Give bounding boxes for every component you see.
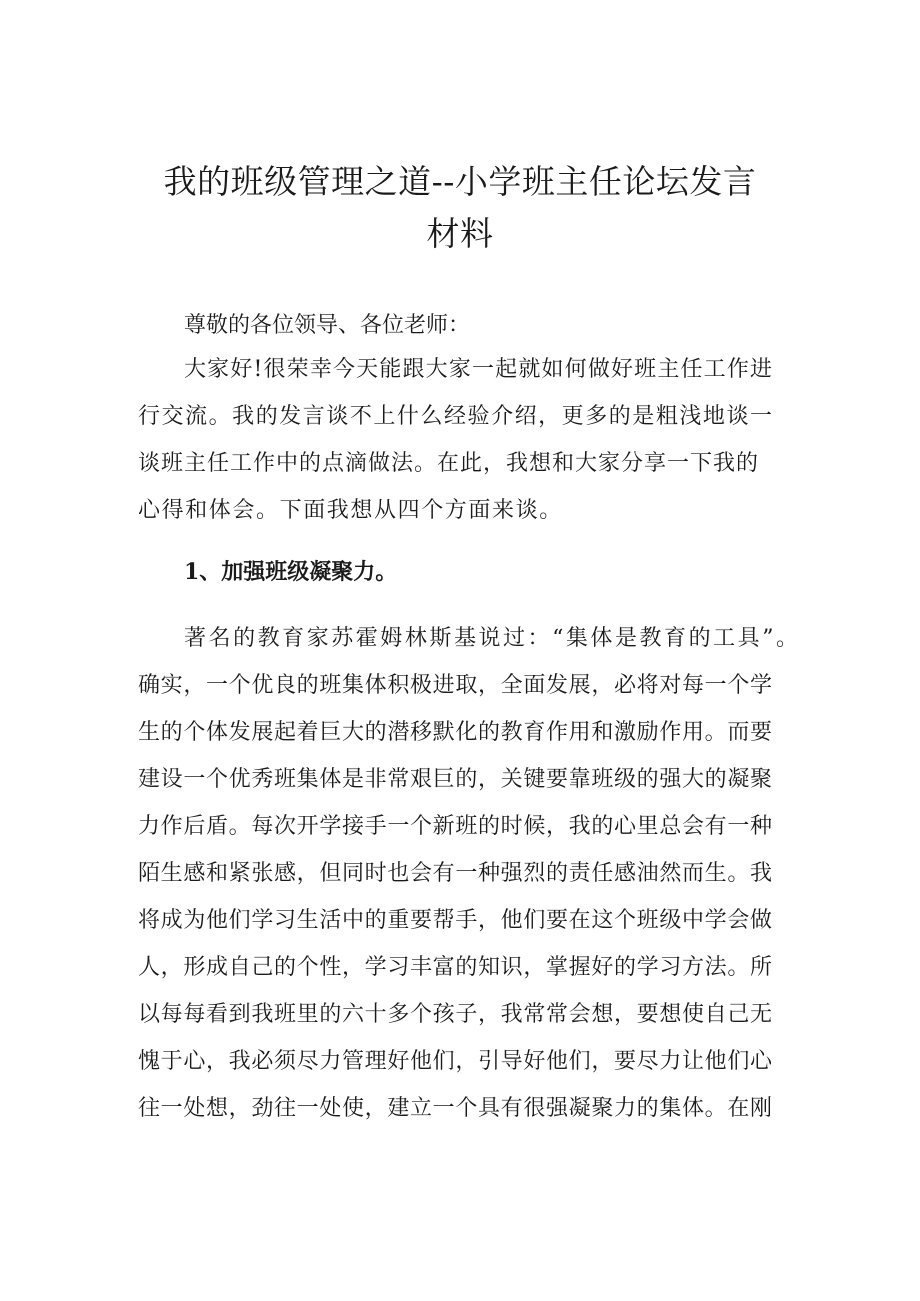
title-line-2: 材料 [426,214,494,253]
section-1-line-6: 陌生感和紧张感，但同时也会有一种强烈的责任感油然而生。我 [138,861,772,886]
title-line-1: 我的班级管理之道--小学班主任论坛发言 [163,162,757,201]
intro-line-3: 谈班主任工作中的点滴做法。在此，我想和大家分享一下我的 [138,451,758,476]
section-1-line-4: 建设一个优秀班集体是非常艰巨的，关键要靠班级的强大的凝聚 [138,767,772,792]
section-1-line-2: 确实，一个优良的班集体积极进取，全面发展，必将对每一个学 [138,673,772,698]
section-1-line-7: 将成为他们学习生活中的重要帮手，他们要在这个班级中学会做 [138,908,772,933]
section-1-line-5: 力作后盾。每次开学接手一个新班的时候，我的心里总会有一种 [138,814,772,839]
intro-line-4: 心得和体会。下面我想从四个方面来谈。 [138,498,563,523]
section-1-line-8: 人，形成自己的个性，学习丰富的知识，掌握好的学习方法。所 [138,955,772,980]
section-1-heading: 1、加强班级凝聚力。 [184,559,398,585]
section-1-line-3: 生的个体发展起着巨大的潜移默化的教育作用和激励作用。而要 [138,720,772,745]
section-1-line-11: 往一处想，劲往一处使，建立一个具有很强凝聚力的集体。在刚 [138,1096,772,1121]
section-1-line-1: 著名的教育家苏霍姆林斯基说过：“集体是教育的工具”。 [184,626,798,651]
intro-line-2: 行交流。我的发言谈不上什么经验介绍，更多的是粗浅地谈一 [138,404,772,429]
section-1-line-9: 以每每看到我班里的六十多个孩子，我常常会想，要想使自己无 [138,1002,772,1027]
intro-line-1: 大家好!很荣幸今天能跟大家一起就如何做好班主任工作进 [184,357,772,382]
section-1-line-10: 愧于心，我必须尽力管理好他们，引导好他们，要尽力让他们心 [138,1049,772,1074]
salutation: 尊敬的各位领导、各位老师： [184,313,471,338]
document-title [110,156,810,260]
